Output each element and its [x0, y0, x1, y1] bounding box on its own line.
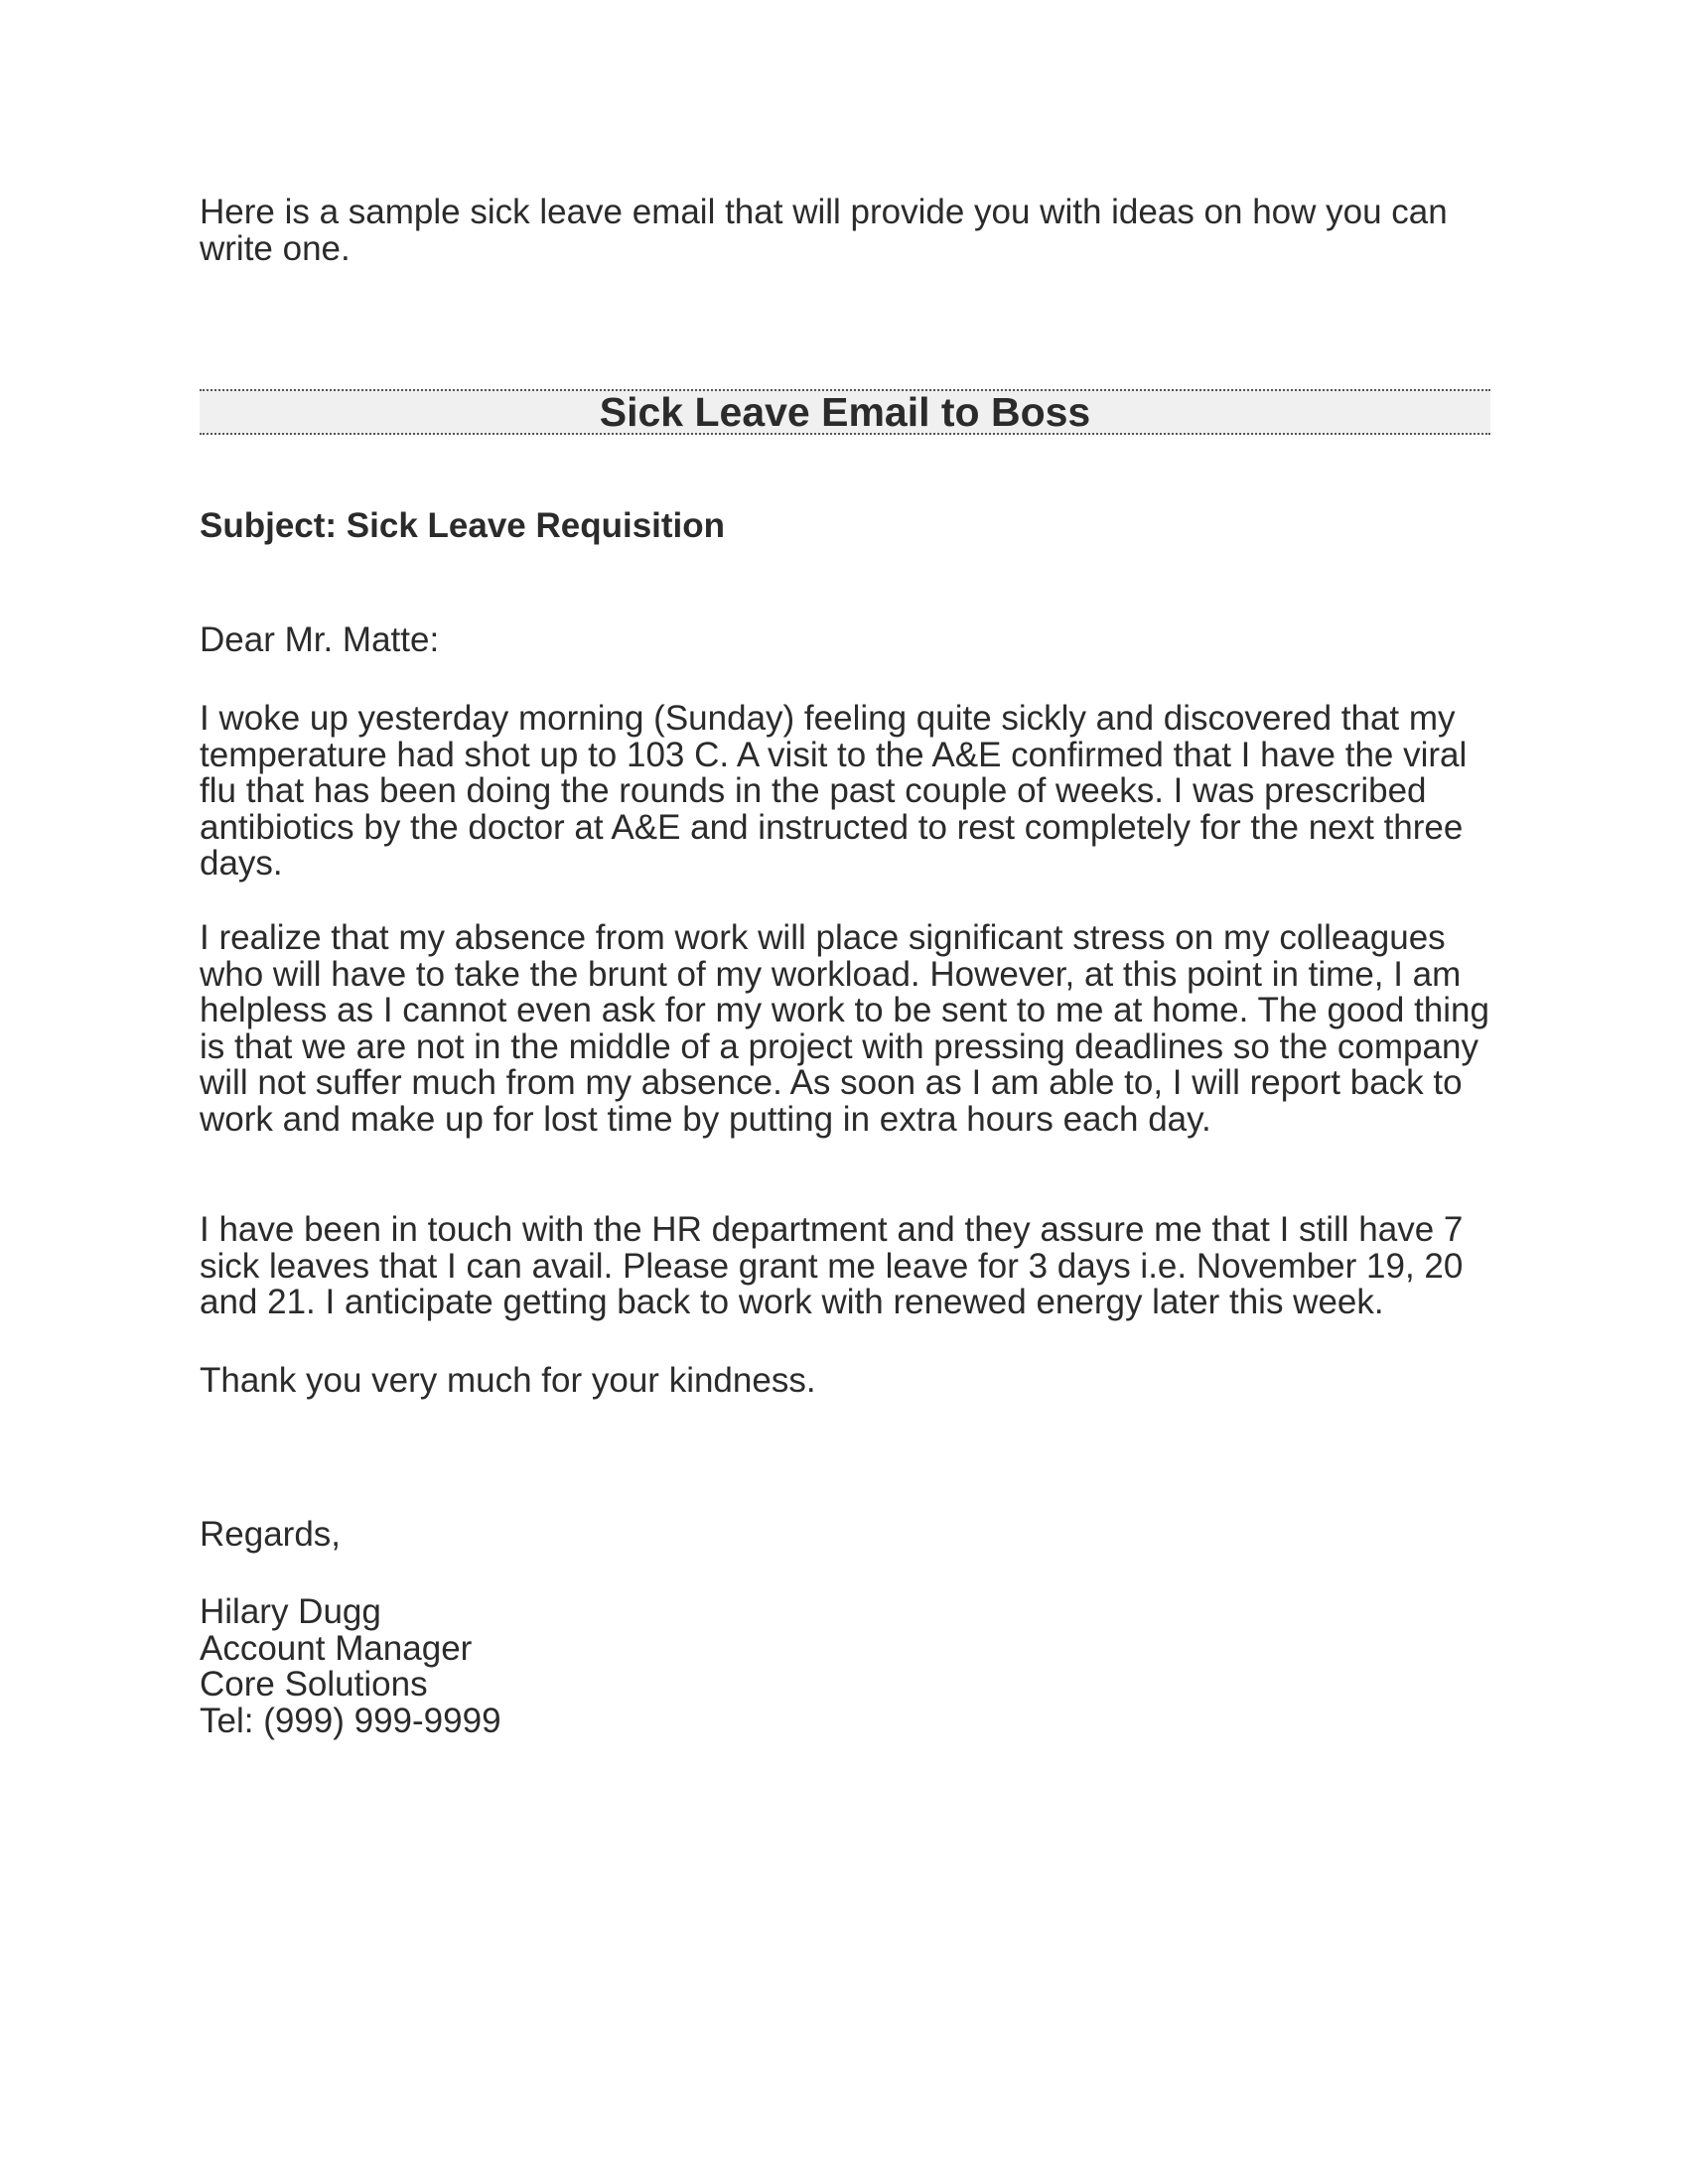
signature-name: Hilary Dugg [200, 1592, 381, 1631]
document-title: Sick Leave Email to Boss [599, 389, 1091, 435]
sign-off: Regards, [200, 1515, 342, 1554]
closing-line: Thank you very much for your kindness. [200, 1361, 816, 1400]
body-paragraph: I have been in touch with the HR department and they assure me that I still have 7 sick leaves that I can avail. Please grant me leave for 3 days i.e. November 19, 20 and 21. I anticipate getting back to work with renewed energy later this week. [200, 1210, 1464, 1321]
signature-company: Core Solutions [200, 1665, 428, 1704]
email-subject: Subject: Sick Leave Requisition [200, 506, 726, 545]
signature-phone: Tel: (999) 999-9999 [200, 1701, 501, 1740]
title-banner [200, 389, 1490, 435]
salutation: Dear Mr. Matte: [200, 620, 440, 659]
signature-position: Account Manager [200, 1628, 473, 1668]
signature-block [200, 1594, 1500, 1739]
intro-text: Here is a sample sick leave email that will provide you with ideas on how you can write one. [200, 193, 1448, 268]
body-paragraph: I woke up yesterday morning (Sunday) feeling quite sickly and discovered that my temperature had shot up to 103 C. A visit to the A&E confirmed that I have the viral flu that has been doing the rounds in the past couple of weeks. I was prescribed antibiotics by the doctor at A&E and instructed to rest completely for the next three days. [200, 699, 1468, 883]
body-paragraph: I realize that my absence from work will place significant stress on my colleagues who will have to take the brunt of my workload. However, at this point in time, I am helpless as I cannot even ask for my work to be sent to me at home. The good thing is that we are not in the middle of a project with pressing deadlines so the company will not suffer much from my absence. As soon as I am able to, I will report back to work and make up for lost time by putting in extra hours each day. [200, 918, 1489, 1139]
